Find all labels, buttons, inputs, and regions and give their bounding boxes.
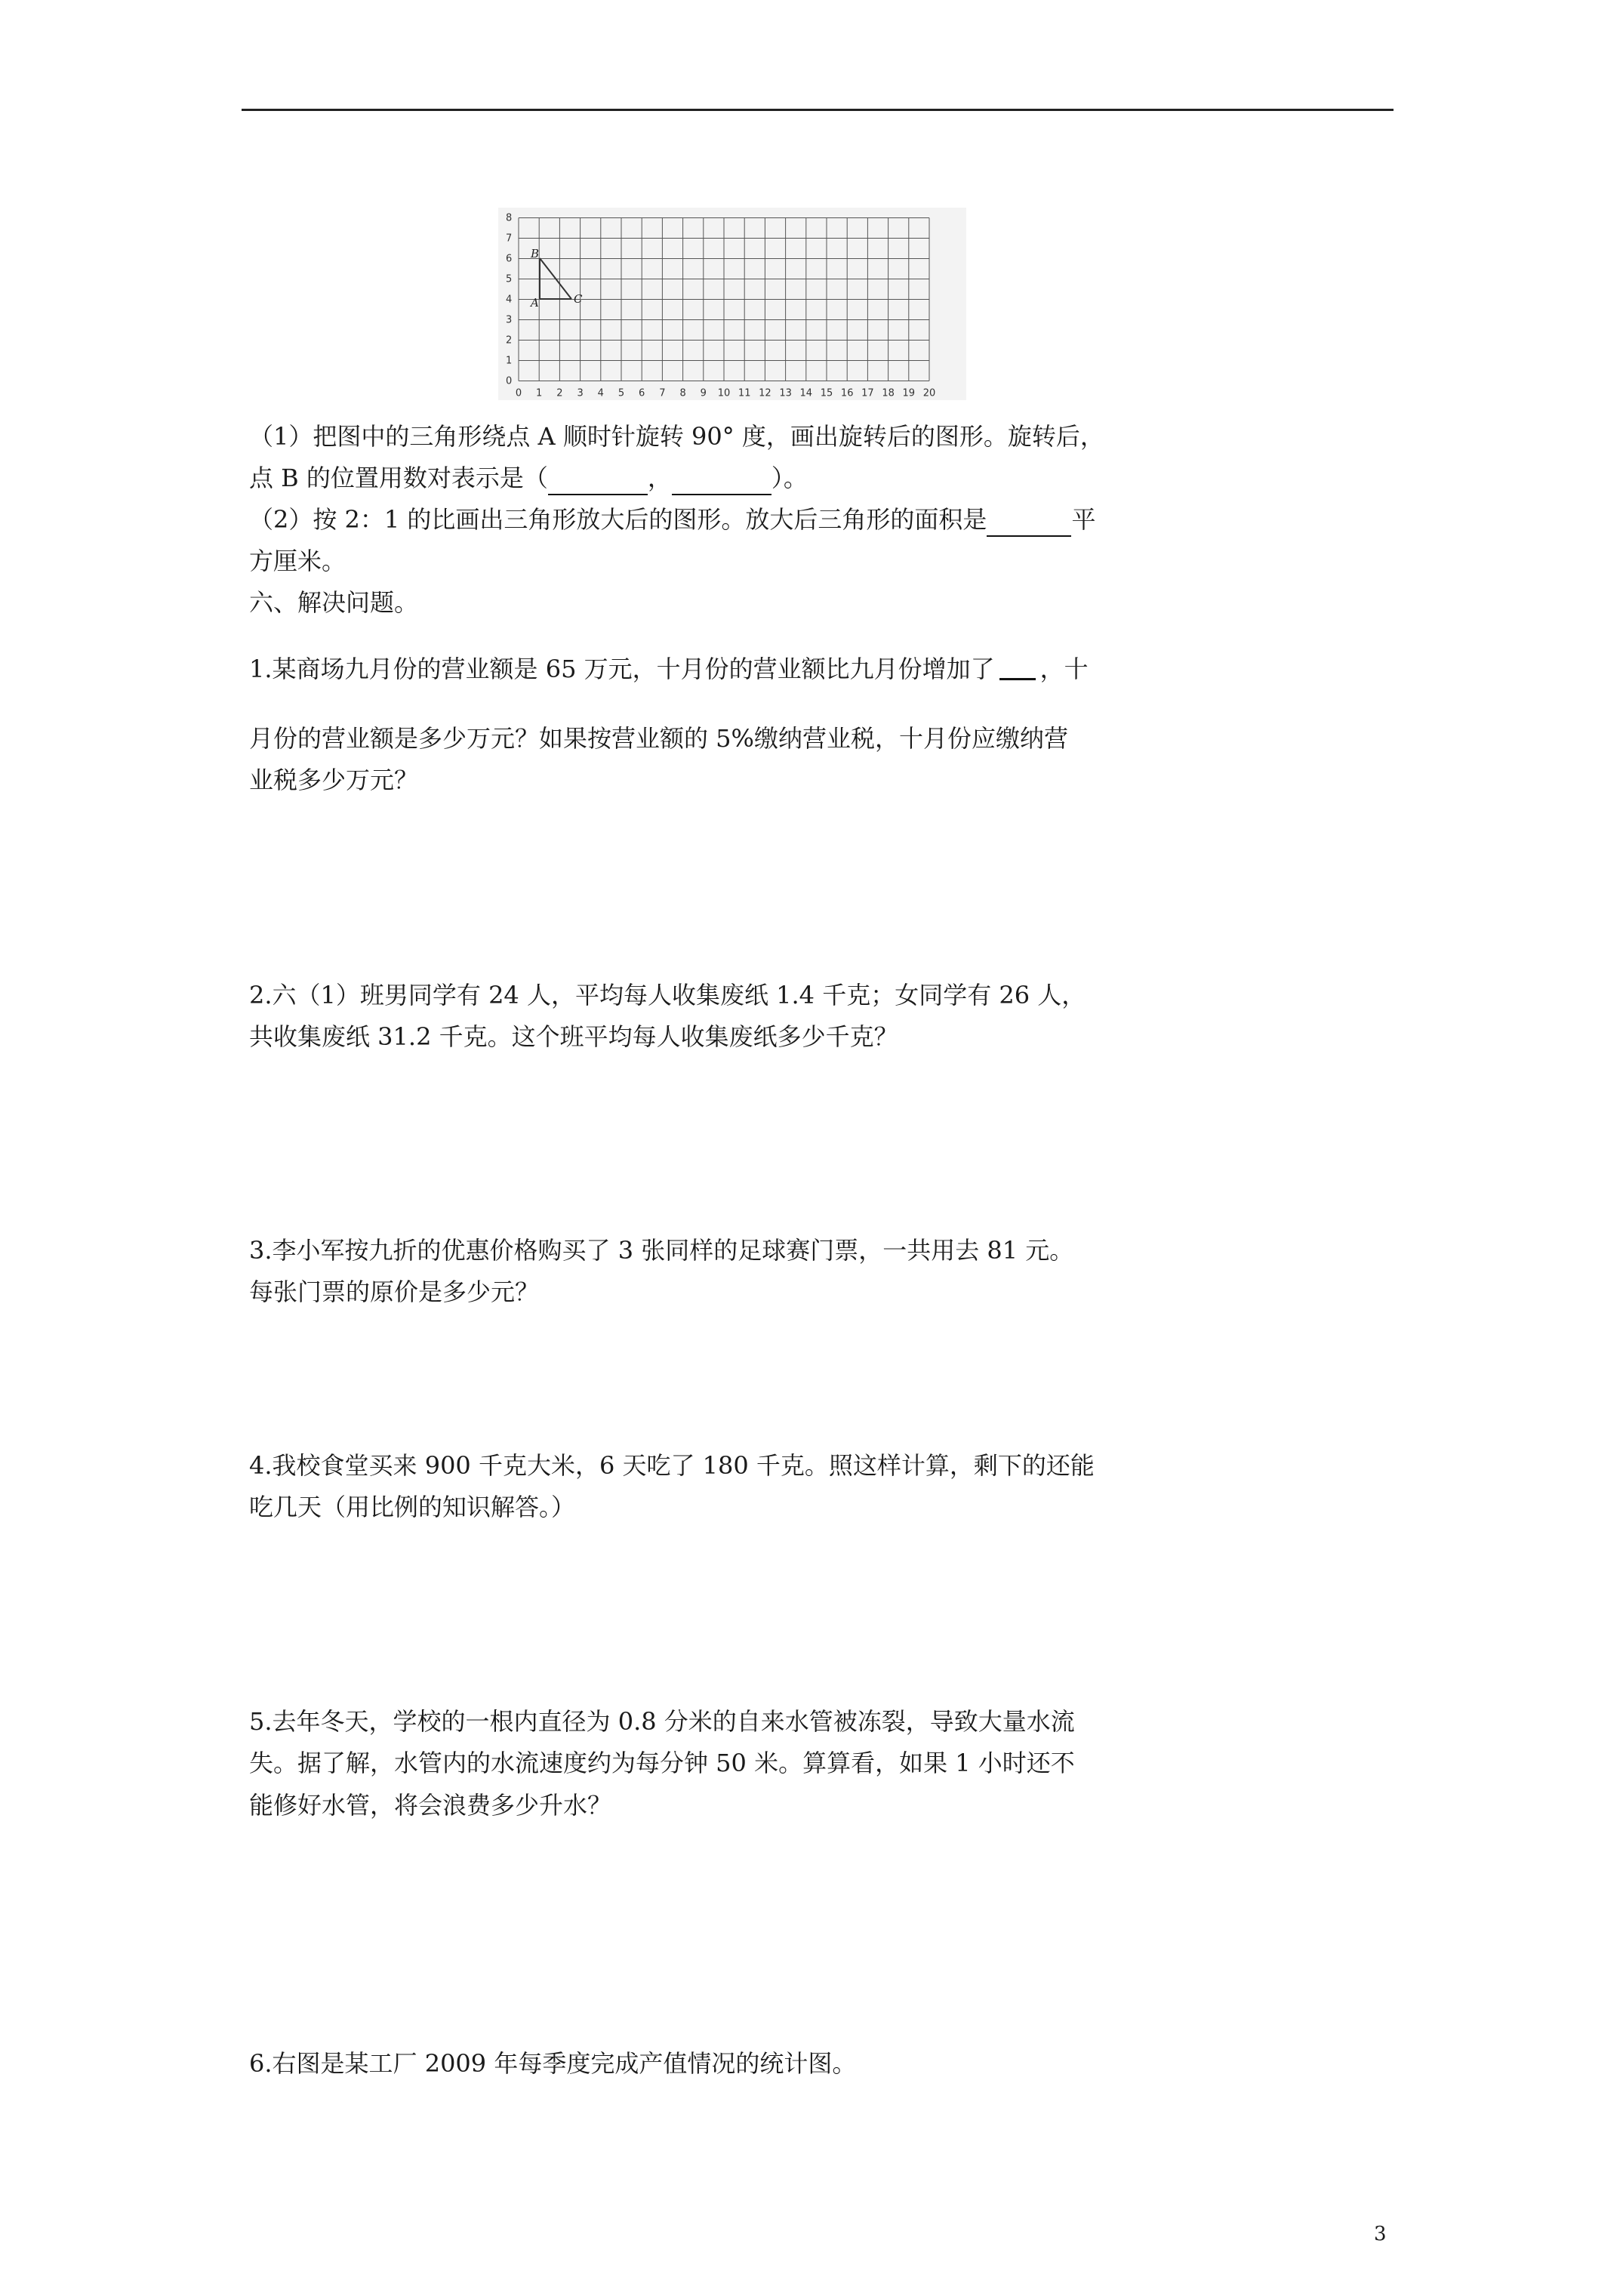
x-axis-tick-label: 9 [700,387,707,399]
x-axis-tick-label: 4 [597,387,604,399]
x-axis-labels [516,388,935,399]
y-axis-tick-label: 1 [506,355,513,367]
problem-5-line-3: 能修好水管，将会浪费多少升水？ [249,1791,612,1820]
sub-question-2-text-b: 平 [1071,505,1096,534]
y-axis-tick-label: 2 [506,334,513,347]
sub-question-1-line-1: （1）把图中的三角形绕点 A 顺时针旋转 90° 度，画出旋转后的图形。旋转后， [249,422,1104,451]
sub-question-2-line-1 [249,502,1095,537]
problem-2-line-1: 2.六（1）班男同学有 24 人，平均每人收集废纸 1.4 千克；女同学有 26 人， [249,981,1086,1009]
x-axis-tick-label: 5 [617,387,625,399]
problem-1-line-2: 月份的营业额是多少万元？如果按营业额的 5%缴纳营业税，十月份应缴纳营 [249,724,1068,753]
y-axis-tick-label: 6 [506,253,513,265]
x-axis-tick-label: 15 [820,387,833,399]
y-axis-tick-label: 0 [506,375,513,387]
header-rule [242,109,1394,111]
point-c-label: C [574,292,583,306]
figure-background [498,208,966,400]
x-axis-tick-label: 18 [882,387,895,399]
problem-1-line-1 [249,652,1089,686]
problem-4-line-1: 4.我校食堂买来 900 千克大米，6 天吃了 180 千克。照这样计算，剩下的还能 [249,1451,1095,1480]
problem-5-line-2: 失。据了解，水管内的水流速度约为每分钟 50 米。算算看，如果 1 小时还不 [249,1749,1075,1777]
x-axis-tick-label: 19 [902,387,916,399]
sub-question-2-line-2: 方厘米。 [249,547,346,575]
y-axis-tick-label: 4 [506,294,513,306]
x-axis-tick-label: 20 [922,387,936,399]
point-b-label: B [531,247,540,260]
x-axis-tick-label: 6 [639,387,645,399]
problem-1-line-3: 业税多少万元？ [249,766,419,794]
point-a-label: A [531,296,539,310]
x-axis-tick-label: 0 [515,387,522,399]
problem-3-line-2: 每张门票的原价是多少元？ [249,1277,540,1306]
answer-blank-x[interactable] [548,467,648,495]
problem-2-line-2: 共收集废纸 31.2 千克。这个班平均每人收集废纸多少千克？ [249,1022,898,1051]
answer-blank-y[interactable] [672,467,771,495]
problem-3-line-1: 3.李小军按九折的优惠价格购买了 3 张同样的足球赛门票，一共用去 81 元。 [249,1236,1074,1265]
coordinate-grid-figure [498,208,966,400]
sub-question-1-text-b: ）。 [771,464,808,492]
x-axis-tick-label: 14 [799,387,813,399]
problem-1-text-b: ，十 [1039,655,1089,683]
problem-4-line-2: 吃几天（用比例的知识解答。） [249,1493,576,1521]
y-axis-tick-label: 8 [506,212,513,224]
x-axis-tick-label: 10 [717,387,731,399]
x-axis-tick-label: 17 [861,387,874,399]
y-axis-tick-label: 7 [506,233,513,245]
page-number: 3 [1374,2223,1387,2245]
x-axis-tick-label: 16 [840,387,854,399]
x-axis-tick-label: 8 [679,387,686,399]
x-axis-tick-label: 11 [738,387,751,399]
x-axis-tick-label: 12 [759,387,771,399]
section-title: 六、解决问题。 [249,588,419,617]
answer-blank-area[interactable] [987,508,1071,537]
y-axis-tick-label: 3 [506,314,513,326]
x-axis-tick-label: 1 [536,387,543,399]
problem-5-line-1: 5.去年冬天，学校的一根内直径为 0.8 分米的自来水管被冻裂，导致大量水流 [249,1707,1075,1736]
sub-question-2-text-a: （2）按 2：1 的比画出三角形放大后的图形。放大后三角形的面积是 [249,505,987,534]
fraction-placeholder [999,661,1036,680]
x-axis-tick-label: 2 [556,387,563,399]
y-axis-labels [506,213,512,387]
sub-question-1-separator: ， [647,464,672,492]
x-axis-tick-label: 13 [779,387,792,399]
sub-question-1-text-a: 点 B 的位置用数对表示是（ [249,464,548,492]
x-axis-tick-label: 7 [659,387,666,399]
y-axis-tick-label: 5 [506,273,513,285]
problem-6-line-1: 6.右图是某工厂 2009 年每季度完成产值情况的统计图。 [249,2049,857,2078]
problem-1-text-a: 1.某商场九月份的营业额是 65 万元，十月份的营业额比九月份增加了 [249,655,995,683]
x-axis-tick-label: 3 [577,387,584,399]
sub-question-1-line-2 [249,461,808,495]
